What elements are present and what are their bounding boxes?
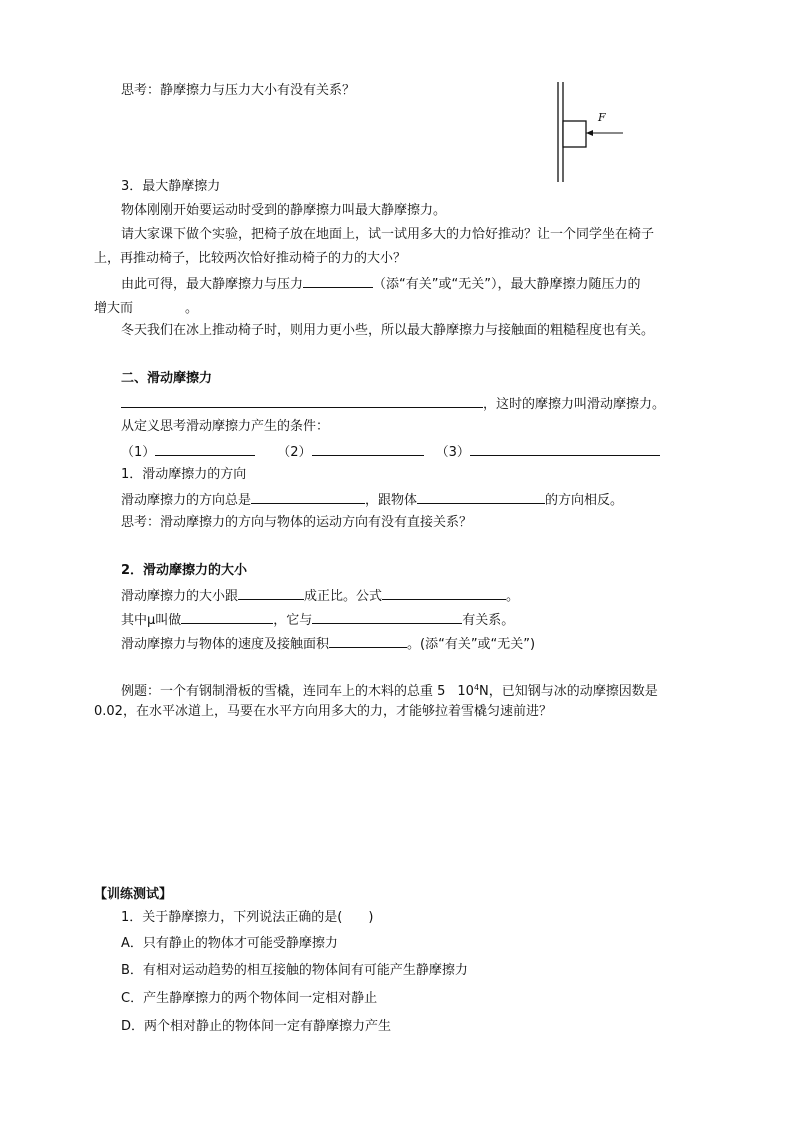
blank-mu-name[interactable] [181,610,273,624]
force-arrowhead [586,130,593,136]
max-static-heading: 3．最大静摩擦力 [121,179,221,194]
direction-text-b: ，跟物体 [365,493,418,508]
winter-ice-note: 冬天我们在冰上推动椅子时，则用力更小些，所以最大静摩擦力与接触面的粗糙程度也有关。 [121,323,655,338]
experiment-line-2: 上，再推动椅子，比较两次恰好推动椅子的力的大小？ [94,251,407,266]
condition-2-label: （2） [277,445,312,460]
blank-direction[interactable] [251,490,365,504]
blank-condition-2[interactable] [312,442,424,456]
blank-relative-motion[interactable] [417,490,545,504]
conclusion-text-b: （添“有关”或“无关”），最大静摩擦力随压力的 [373,277,641,292]
size-text-c: 。 [506,589,520,604]
mu-text-a: 其中μ叫做 [121,613,182,628]
direction-text-a: 滑动摩擦力的方向总是 [121,493,252,508]
option-b[interactable]: B．有相对运动趋势的相互接触的物体间有可能产生静摩擦力 [121,963,468,978]
size-text-b: 成正比。公式 [304,589,383,604]
blank-condition-3[interactable] [470,442,660,456]
conclusion-line-2 [94,298,198,318]
example-text-a: 例题：一个有钢制滑板的雪橇，连同车上的木料的总重 5 [121,684,446,699]
blank-proportional-to[interactable] [238,586,304,600]
sliding-definition-line [121,394,665,414]
conditions-line [121,442,660,462]
experiment-line-1: 请大家课下做个实验，把椅子放在地面上，试一试用多大的力恰好推动？让一个同学坐在椅子 [121,227,655,242]
example-line-2: 0.02，在水平冰道上，马要在水平方向用多大的力，才能够拉着雪橇匀速前进？ [94,704,552,719]
blank-condition-1[interactable] [155,442,255,456]
mu-line [121,610,514,630]
condition-3-label: （3） [435,445,470,460]
blank-pressure-relation[interactable] [303,274,373,288]
wall-block-force-diagram [548,80,638,186]
area-text-b: 。(添“有关”或“无关”) [407,637,536,652]
blank-mu-depends[interactable] [312,610,462,624]
direction-text-c: 的方向相反。 [545,493,624,508]
blank-increase-trend[interactable] [133,298,185,312]
example-text-c: N，已知钢与冰的动摩擦因数是 [479,684,658,699]
training-heading: 【训练测试】 [94,887,173,902]
mu-text-c: 有关系。 [462,613,515,628]
conclusion-text-a: 由此可得，最大静摩擦力与压力 [121,277,304,292]
direction-heading: 1．滑动摩擦力的方向 [121,467,247,482]
example-exponent: 4 [473,683,480,692]
block [563,121,586,147]
size-heading: 2．滑动摩擦力的大小 [121,563,248,578]
area-line [121,634,535,654]
example-ten: 10 [457,684,474,699]
blank-sliding-definition[interactable] [121,394,483,408]
sliding-definition-tail: ，这时的摩擦力叫滑动摩擦力。 [483,397,666,412]
area-text-a: 滑动摩擦力与物体的速度及接触面积 [121,637,330,652]
condition-1-label: （1） [121,445,156,460]
mu-text-b: ，它与 [273,613,313,628]
size-line [121,586,519,606]
option-c[interactable]: C．产生静摩擦力的两个物体间一定相对静止 [121,991,378,1006]
sliding-friction-heading: 二、滑动摩擦力 [121,371,213,386]
question-1: 1．关于静摩擦力，下列说法正确的是( ) [121,910,374,925]
think-question-1: 思考：静摩擦力与压力大小有没有关系？ [121,83,356,98]
option-d[interactable]: D．两个相对静止的物体间一定有静摩擦力产生 [121,1019,392,1034]
direction-line [121,490,623,510]
conclusion-line [121,274,640,294]
conclusion-end: 。 [185,301,199,316]
think-question-2: 思考：滑动摩擦力的方向与物体的运动方向有没有直接关系？ [121,515,473,530]
option-a[interactable]: A．只有静止的物体才可能受静摩擦力 [121,936,338,951]
size-text-a: 滑动摩擦力的大小跟 [121,589,239,604]
blank-formula[interactable] [382,586,506,600]
force-label: F [598,111,606,124]
example-line-1 [121,679,658,701]
max-static-definition: 物体刚刚开始要运动时受到的静摩擦力叫最大静摩擦力。 [121,203,447,218]
conclusion-text-c: 增大而 [94,301,134,316]
blank-area-relation[interactable] [329,634,407,648]
conditions-intro: 从定义思考滑动摩擦力产生的条件： [121,419,330,434]
